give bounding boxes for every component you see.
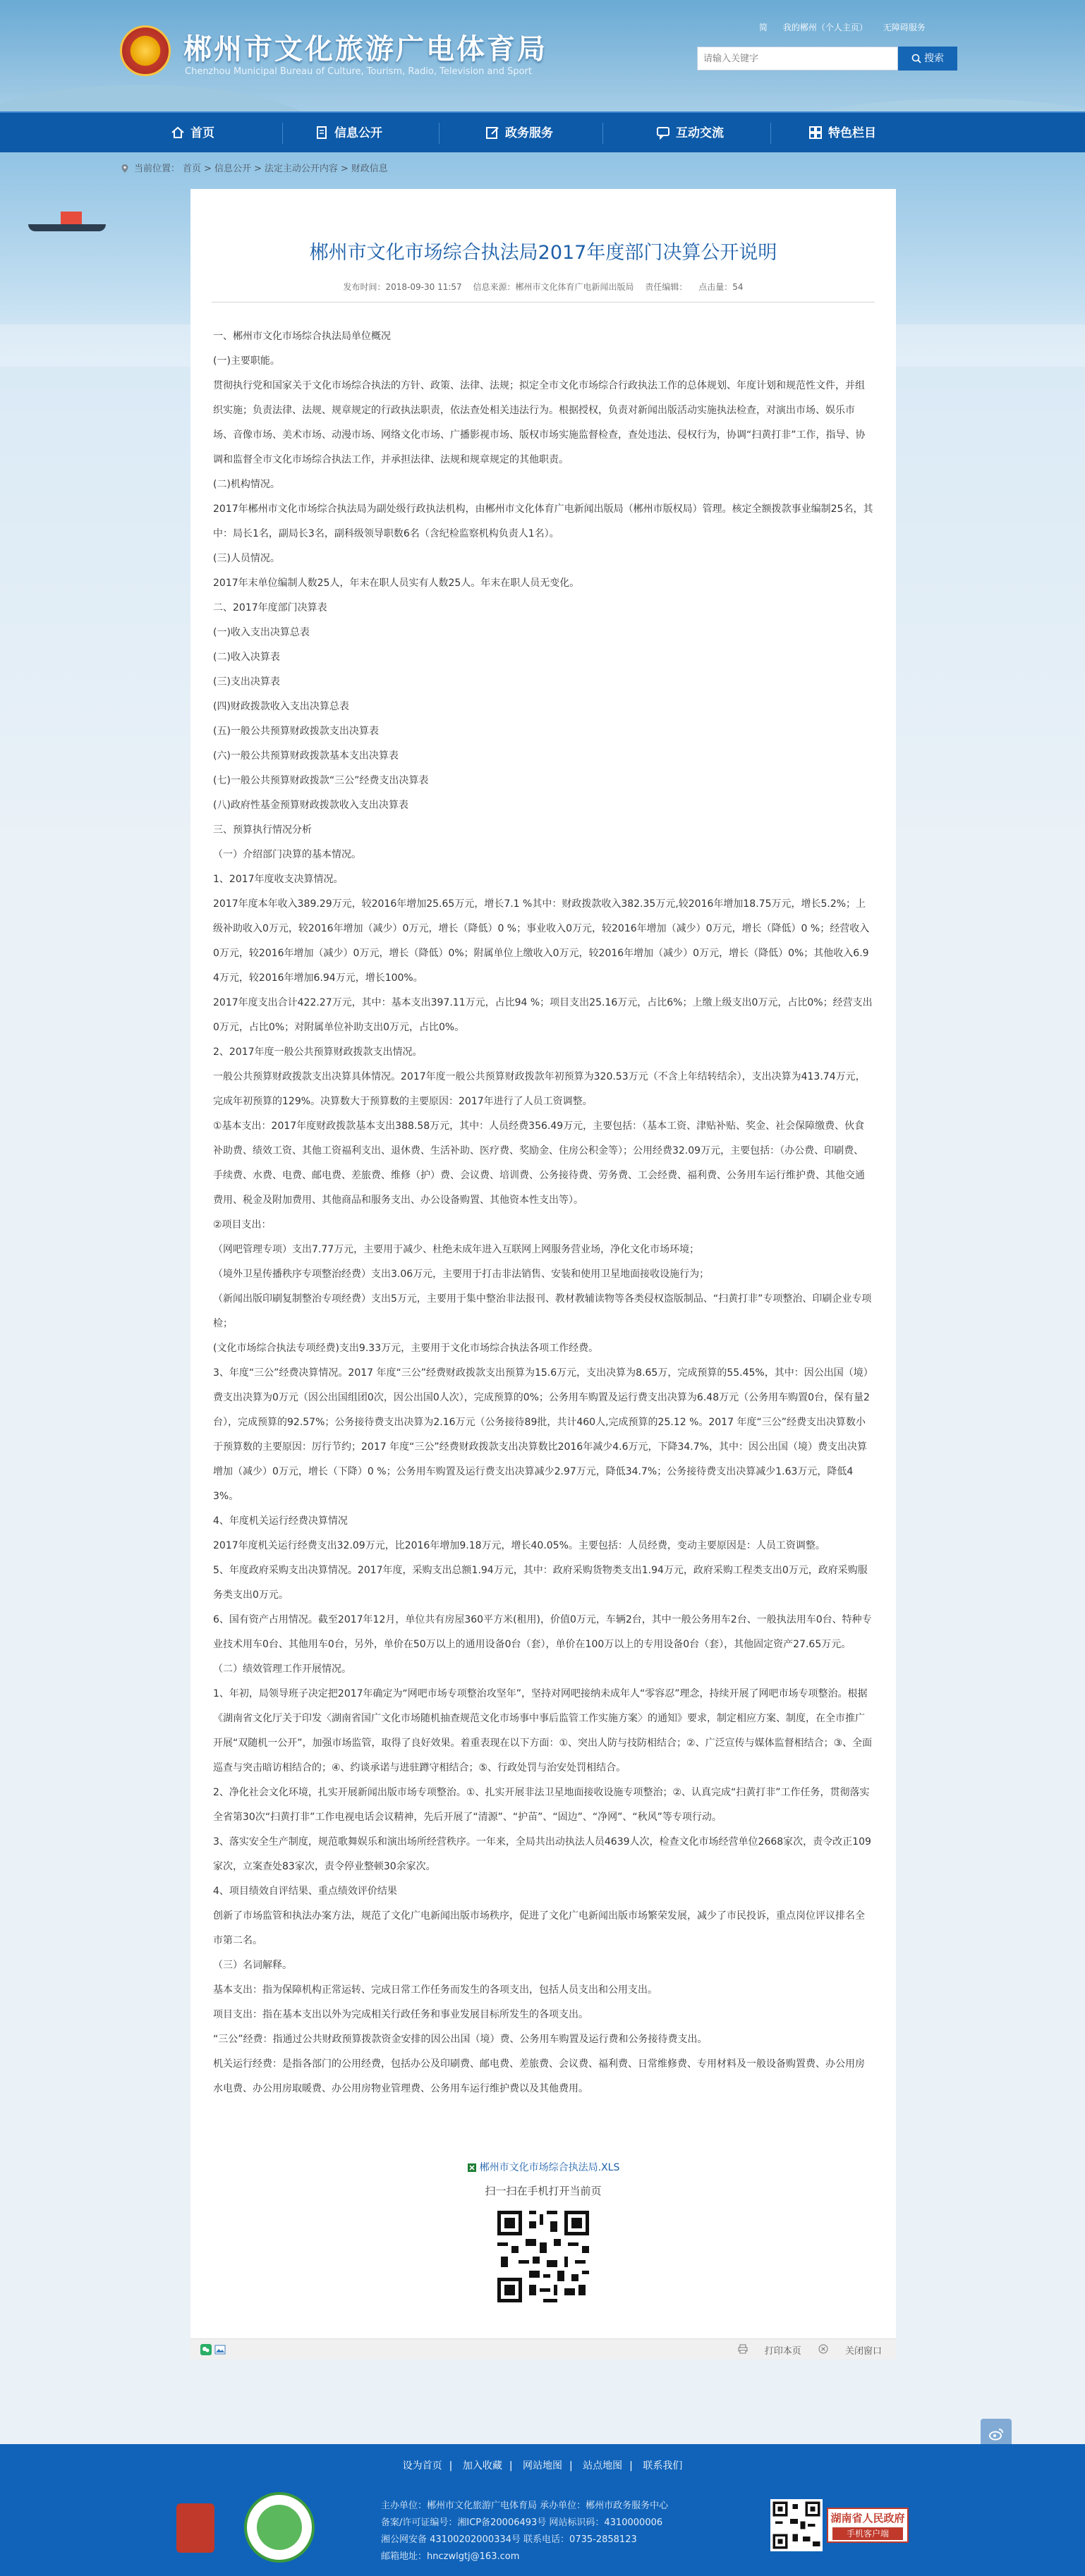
- party-gov-badge[interactable]: [176, 2503, 214, 2553]
- paragraph: “三公”经费：指通过公共财政预算拨款资金安排的因公出国（境）费、公务用车购置及运行费和公务接待费支出。: [213, 2034, 708, 2045]
- breadcrumb-statutory[interactable]: 法定主动公开内容: [264, 164, 338, 174]
- nav-interaction[interactable]: [656, 113, 724, 154]
- main-nav: [0, 111, 1085, 152]
- paragraph: (三)支出决算表: [213, 676, 280, 688]
- paragraph: 2、净化社会文化环境，扎实开展新闻出版市场专项整治。①、扎实开展非法卫星地面接收设施专项整治；②、认真完成“扫黄打非”工作任务，贯彻落实全省第30次“扫黄打非”工作电视电话会议精神，先后开展了“清源”、“护苗”、“固边”、“净网”、“秋风”等专项行动。: [213, 1787, 870, 1823]
- paragraph: 5、年度政府采购支出决算情况。2017年度，采购支出总额1.94万元，其中：政府采购货物类支出1.94万元，政府采购工程类支出0万元，政府采购服务类支出0万元。: [213, 1565, 868, 1601]
- paragraph: 1、年初，局领导班子决定把2017年确定为“网吧市场专项整治攻坚年”，坚持对网吧接纳未成年人“零容忍”理念，持续开展了网吧市场专项整治。根据《湖南省文化厅关于印发〈湖南省国广文化市场随机抽查规范文化市场事中事后监管工作实施方案〉的通知》要求，制定相应方案、制度，在全市推广开展“双随机一公开”，加强市场监管，取得了良好效果。着重表现在以下方面：①、突出人防与技防相结合；②、广泛宣传与媒体监督相结合；③、全面巡查与突击暗访相结合的；④、约谈承诺与进驻蹲守相结合；⑤、行政处罚与治安处罚相结合。: [213, 1688, 873, 1774]
- site-footer: [0, 2444, 1085, 2576]
- footer-police: 湘公网安备 43100202000334号 联系电话：0735-2858123: [381, 2534, 637, 2545]
- gov-badge-title: 湖南省人民政府: [830, 2512, 905, 2525]
- gov-website-error-badge[interactable]: [244, 2492, 315, 2563]
- breadcrumb-sep: >: [340, 164, 348, 174]
- paragraph: (三)人员情况。: [213, 553, 280, 564]
- article-toolbar: [190, 2338, 896, 2360]
- close-label: 关闭窗口: [844, 2346, 882, 2357]
- breadcrumb-prefix: 当前位置：: [134, 164, 181, 174]
- breadcrumb: [120, 161, 391, 174]
- footer-sponsor: 主办单位：郴州市文化旅游广电体育局 承办单位：郴州市政务服务中心: [381, 2501, 669, 2511]
- image-share-icon[interactable]: [214, 2344, 226, 2355]
- home-icon: [171, 126, 185, 140]
- breadcrumb-sep: >: [253, 164, 262, 174]
- edit-icon: [485, 126, 499, 140]
- scan-caption: 扫一扫在手机打开当前页: [485, 2185, 602, 2197]
- footer-info: [381, 2498, 748, 2565]
- article-body: [213, 324, 873, 2101]
- wechat-share-icon[interactable]: [200, 2344, 212, 2355]
- search-icon: [911, 54, 921, 63]
- nav-info-label: 信息公开: [334, 126, 382, 140]
- accessibility-link[interactable]: 无障碍服务: [883, 23, 926, 32]
- paragraph: 创新了市场监管和执法办案方法，规范了文化广电新闻出版市场秩序，促进了文化广电新闻出版市场繁荣发展，减少了市民投诉，重点岗位评议排名全市第二名。: [213, 1910, 865, 1946]
- site-title[interactable]: 郴州市文化旅游广电体育局: [183, 32, 547, 66]
- share-icons: [200, 2344, 226, 2358]
- paragraph: 基本支出：指为保障机构正常运转、完成日常工作任务而发生的各项支出，包括人员支出和公用支出。: [213, 1984, 657, 1996]
- search-box: [697, 47, 965, 71]
- divider: [212, 302, 875, 303]
- paragraph: 4、年度机关运行经费决算情况: [213, 1515, 348, 1527]
- paragraph: (六)一般公共预算财政拨款基本支出决算表: [213, 750, 399, 762]
- paragraph: 2017年末单位编制人数25人，年末在职人员实有人数25人。年末在职人员无变化。: [213, 578, 580, 589]
- article-editor: 责任编辑：: [645, 282, 688, 292]
- footer-record: 备案/许可证编号：湘ICP备20006493号 网站标识码：4310000006: [381, 2517, 663, 2528]
- paragraph: (四)财政拨款收入支出决算总表: [213, 701, 349, 712]
- attachment-link[interactable]: [190, 2160, 896, 2174]
- page-qr-code: [494, 2207, 593, 2306]
- paragraph: （一）介绍部门决算的基本情况。: [213, 849, 361, 860]
- attachment-label: 郴州市文化市场综合执法局.XLS: [479, 2162, 620, 2173]
- paragraph: (一)主要职能。: [213, 355, 280, 367]
- paragraph: 2017年郴州市文化市场综合执法局为副处级行政执法机构，由郴州市文化体育广电新闻出版局（郴州市版权局）管理。核定全额拨款事业编制25名，其中：局长1名，副局长3名，副科级领导职数6名（含纪检监察机构负责人1名）。: [213, 503, 873, 539]
- paragraph: (七)一般公共预算财政拨款“三公”经费支出决算表: [213, 775, 429, 786]
- paragraph: 机关运行经费：是指各部门的公用经费，包括办公及印刷费、邮电费、差旅费、会议费、福利费、日常维修费、专用材料及一般设备购置费、办公用房水电费、办公用房取暖费、办公用房物业管理费、公务用车运行维护费以及其他费用。: [213, 2058, 865, 2094]
- paragraph: （二）绩效管理工作开展情况。: [213, 1664, 351, 1675]
- nav-home-label: 首页: [190, 126, 214, 140]
- search-button[interactable]: [898, 47, 957, 71]
- paragraph: 3、年度“三公”经费决算情况。2017 年度“三公”经费财政拨款支出预算为15.6万元，支出决算为8.65万，完成预算的55.45%，其中：因公出国（境）费支出决算为0万元（因公出国组团0次，因公出国0人次），完成预算的0%；公务用车购置及运行费支出决算为6.48万元（公务用车购置0台，保有量2台），完成预算的92.57%；公务接待费支出决算为2.16万元（公务接待89批，共计460人,完成预算的25.12 %。2017 年度“三公”经费支出决算数小于预算数的主要原因：厉行节约；2017 年度“三公”经费财政拨款支出决算数比2016年减少4.6万元，下降34.7%，其中：因公出国（境）费支出决算增加（减少）0万元，增长（下降）0 %；公务用车购置及运行费支出决算减少2.97万元，降低34.7%；公务接待费支出决算减少1.63万元，降低43%。: [213, 1367, 873, 1502]
- paragraph: 2、2017年度一般公共预算财政拨款支出情况。: [213, 1046, 423, 1058]
- paragraph: （三）名词解释。: [213, 1960, 292, 1971]
- top-links: [759, 21, 938, 33]
- search-input[interactable]: [697, 47, 898, 71]
- nav-info-disclosure[interactable]: [315, 113, 382, 154]
- breadcrumb-finance[interactable]: 财政信息: [351, 164, 388, 174]
- paragraph: 4、项目绩效自评结果、重点绩效评价结果: [213, 1886, 397, 1897]
- weibo-icon: [988, 2426, 1005, 2443]
- paragraph: 一般公共预算财政拨款支出决算具体情况。2017年度一般公共预算财政拨款年初预算为320.53万元（不含上年结转结余），支出决算为413.74万元，完成年初预算的129%。决算数大于预算数的主要原因：2017年进行了人员工资调整。: [213, 1071, 866, 1107]
- footer-link-site-map[interactable]: 站点地图: [583, 2460, 623, 2472]
- paragraph: 项目支出：指在基本支出以外为完成相关行政任务和事业发展目标所发生的各项支出。: [213, 2009, 588, 2020]
- print-label: 打印本页: [764, 2346, 801, 2357]
- nav-services-label: 政务服务: [505, 126, 553, 140]
- hunan-gov-app-badge[interactable]: [827, 2508, 909, 2543]
- paragraph: 三、预算执行情况分析: [213, 824, 312, 836]
- breadcrumb-sep: >: [204, 164, 212, 174]
- print-button[interactable]: [738, 2346, 801, 2357]
- footer-links: 设为首页 | 加入收藏 | 网站地图 | 站点地图 | 联系我们: [402, 2460, 683, 2472]
- paragraph: 二、2017年度部门决算表: [213, 602, 327, 614]
- click-count: 点击量：54: [698, 282, 744, 292]
- paragraph: （境外卫星传播秩序专项整治经费）支出3.06万元，主要用于打击非法销售、安装和使用卫星地面接收设施行为；: [213, 1269, 710, 1280]
- breadcrumb-home[interactable]: 首页: [183, 164, 202, 174]
- paragraph: 一、郴州市文化市场综合执法局单位概况: [213, 331, 391, 342]
- my-chenzhou-link[interactable]: 我的郴州（个人主页）: [782, 23, 868, 32]
- paragraph: ①基本支出：2017年度财政拨款基本支出388.58万元，其中：人员经费356.49万元，主要包括：（基本工资、津贴补贴、奖金、社会保障缴费、伙食补助费、绩效工资、其他工资福利支出、退休费、生活补助、医疗费、奖励金、住房公积金等）；公用经费32.09万元，主要包括：（办公费、印刷费、手续费、水费、电费、邮电费、差旅费、维修（护）费、会议费、培训费、公务接待费、劳务费、工会经费、福利费、公务用车运行维护费、其他交通费用、税金及附加费用、其他商品和服务支出、办公设备购置、其他资本性支出等）。: [213, 1121, 865, 1206]
- location-icon: [120, 164, 130, 173]
- article-source: 信息来源：郴州市文化体育广电新闻出版局: [473, 282, 634, 292]
- search-button-label: 搜索: [924, 53, 944, 64]
- grid-icon: [808, 126, 823, 140]
- paragraph: 1、2017年度收支决算情况。: [213, 874, 344, 885]
- print-icon: [738, 2344, 748, 2354]
- site-header: [0, 0, 1085, 111]
- boat-image: [28, 224, 106, 231]
- chat-icon: [656, 126, 670, 140]
- document-icon: [315, 126, 329, 140]
- nav-home[interactable]: [171, 113, 214, 154]
- footer-link-contact[interactable]: 联系我们: [643, 2460, 683, 2472]
- paragraph: (五)一般公共预算财政拨款支出决算表: [213, 726, 379, 737]
- nav-featured-label: 特色栏目: [828, 126, 876, 140]
- paragraph: （新闻出版印刷复制整治专项经费）支出5万元，主要用于集中整治非法报刊、教材教辅读物等各类侵权盗版制品、“扫黄打非”专项整治、印刷企业专项检；: [213, 1293, 872, 1329]
- article-panel: [190, 189, 896, 2360]
- nav-featured[interactable]: [808, 113, 876, 154]
- paragraph: (一)收入支出决算总表: [213, 627, 310, 638]
- article-title: 郴州市文化市场综合执法局2017年度部门决算公开说明: [309, 242, 777, 264]
- paragraph: 贯彻执行党和国家关于文化市场综合执法的方针、政策、法律、法规；拟定全市文化市场综合行政执法工作的总体规划、年度计划和规范性文件，并组织实施；负责法律、法规、规章规定的行政执法职责，依法查处相关违法行为。根据授权，负责对新闻出版活动实施执法检查，对演出市场、娱乐市场、音像市场、美术市场、动漫市场、网络文化市场、广播影视市场、版权市场实施监督检查，查处违法、侵权行为，协调“扫黄打非”工作，指导、协调和监督全市文化市场综合执法工作，并承担法律、法规和规章规定的其他职责。: [213, 380, 866, 465]
- paragraph: 3、落实安全生产制度，规范歌舞娱乐和演出场所经营秩序。一年来，全局共出动执法人员4639人次，检查文化市场经营单位2668家次，责令改正109家次，立案查处83家次，责令停业整顿30余家次。: [213, 1836, 871, 1872]
- footer-link-homepage[interactable]: 设为首页: [402, 2460, 442, 2472]
- paragraph: ②项目支出：: [213, 1219, 272, 1231]
- national-emblem-logo[interactable]: [120, 25, 171, 76]
- simplified-chinese-link[interactable]: 简: [759, 23, 768, 32]
- close-icon: [818, 2344, 828, 2354]
- paragraph: (八)政府性基金预算财政拨款收入支出决算表: [213, 800, 408, 811]
- site-subtitle: Chenzhou Municipal Bureau of Culture, Tourism, Radio, Television and Sport: [185, 66, 532, 77]
- paragraph: (二)机构情况。: [213, 479, 280, 490]
- paragraph: 2017年度机关运行经费支出32.09万元，比2016年增加9.18万元，增长40.05%。主要包括：人员经费，变动主要原因是：人员工资调整。: [213, 1540, 825, 1551]
- nav-interaction-label: 互动交流: [676, 126, 724, 140]
- footer-link-sitemap[interactable]: 网站地图: [523, 2460, 562, 2472]
- paragraph: （网吧管理专项）支出7.77万元，主要用于减少、杜绝未成年进入互联网上网服务营业场，净化文化市场环境；: [213, 1244, 700, 1255]
- paragraph: (文化市场综合执法专项经费)支出9.33万元，主要用于文化市场综合执法各项工作经费。: [213, 1343, 599, 1354]
- paragraph: 2017年度本年收入389.29万元，较2016年增加25.65万元，增长7.1 %其中：财政拨款收入382.35万元,较2016年增加18.75万元，增长5.2%；上级补助收入0万元，较2016年增加（减少）0万元，增长（降低）0 %；事业收入0万元，较2016年增加（减少）0万元，增长（降低）0 %；经营收入0万元，较2016年增加（减少）0万元，增长（降低）0%；附属单位上缴收入0万元，较2016年增加（减少）0万元，增长（降低）0%；其他收入6.94万元，较2016年增加6.94万元，增长100%。: [213, 898, 870, 984]
- paragraph: 2017年度支出合计422.27万元，其中：基本支出397.11万元，占比94 %；项目支出25.16万元，占比6%；上缴上级支出0万元，占比0%；经营支出0万元，占比0%；对附属单位补助支出0万元，占比0%。: [213, 997, 873, 1033]
- gov-badge-sub: 手机客户端: [832, 2527, 903, 2540]
- excel-file-icon: [467, 2163, 477, 2173]
- nav-gov-services[interactable]: [485, 113, 553, 154]
- paragraph: (二)收入决算表: [213, 652, 280, 663]
- footer-link-favorite[interactable]: 加入收藏: [462, 2460, 502, 2472]
- breadcrumb-info[interactable]: 信息公开: [214, 164, 251, 174]
- footer-qr-code: [770, 2499, 823, 2551]
- publish-time: 发布时间：2018-09-30 11:57: [343, 282, 462, 292]
- footer-email: 邮箱地址：hnczwlgtj@163.com: [381, 2551, 520, 2562]
- article-meta: [190, 281, 896, 293]
- paragraph: 6、国有资产占用情况。截至2017年12月，单位共有房屋360平方米(租用)，价值0万元，车辆2台，其中一般公务用车2台、一般执法用车0台、特种专业技术用车0台、其他用车0台，另外，单价在50万以上的通用设备0台（套），单价在100万以上的专用设备0台（套），其他固定资产27.65万元。: [213, 1614, 872, 1650]
- close-window-button[interactable]: [818, 2346, 882, 2357]
